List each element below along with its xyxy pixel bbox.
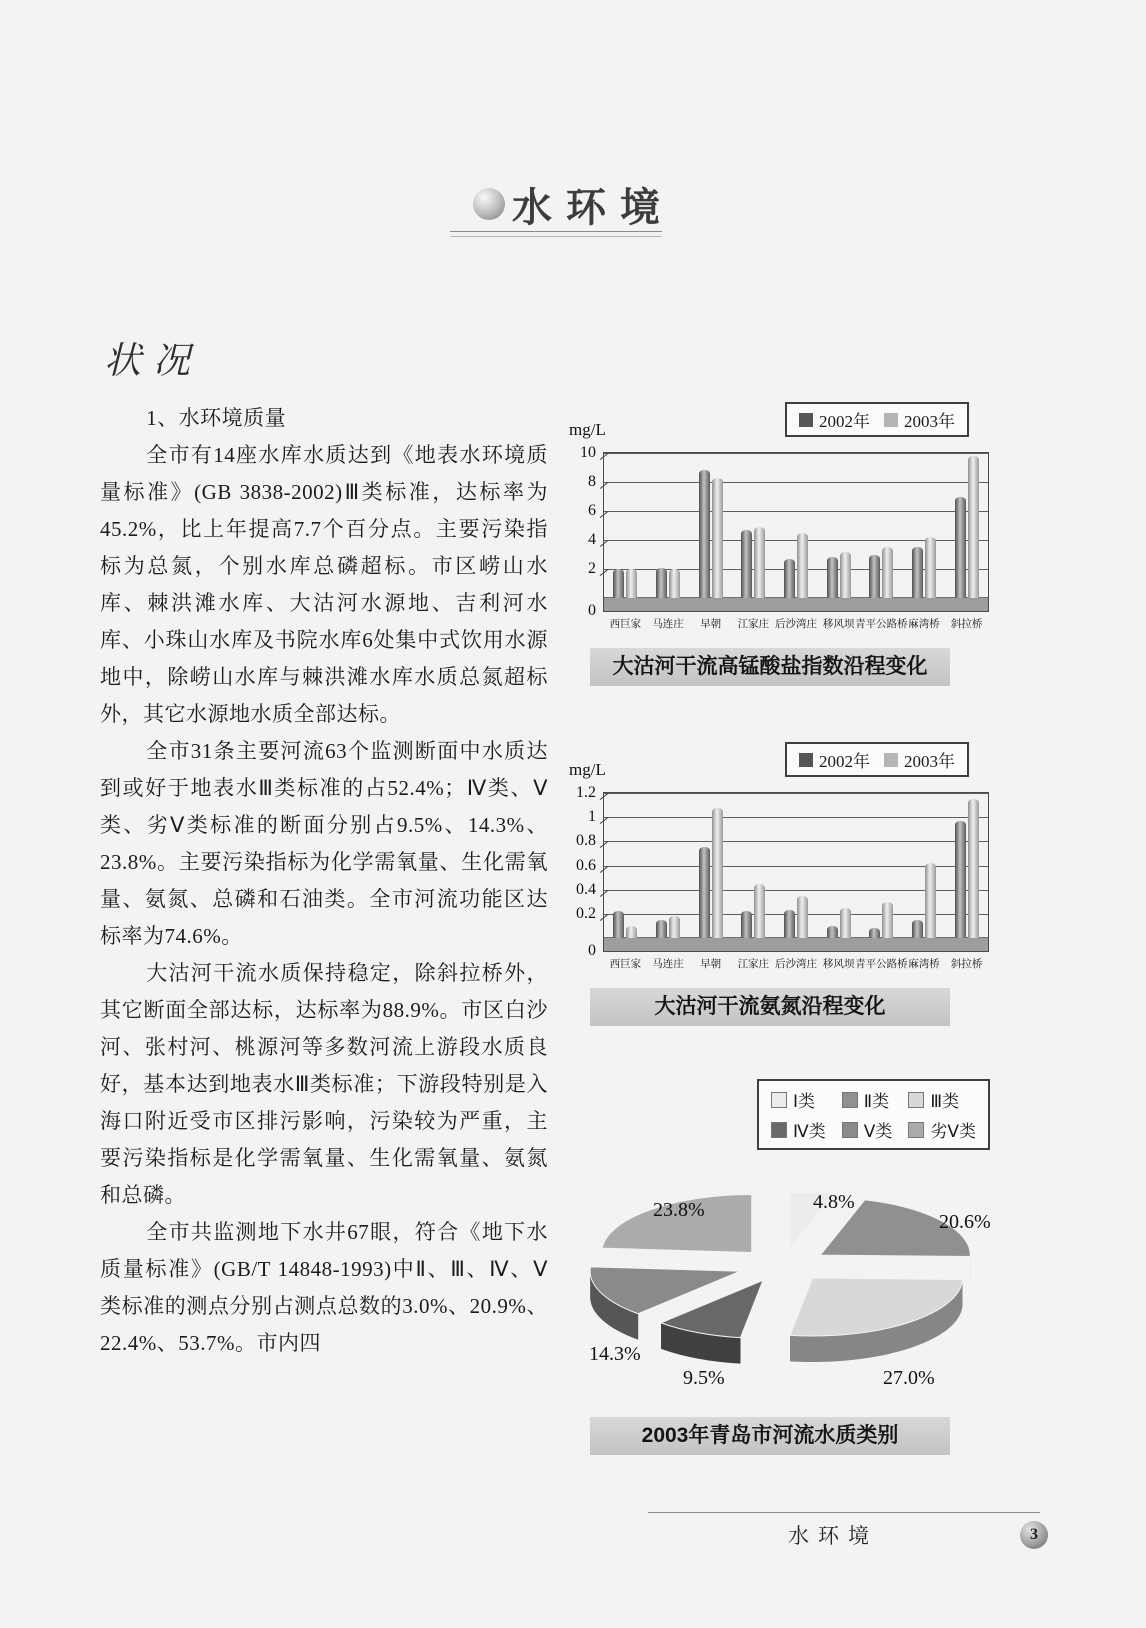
legend-swatch-2003 — [884, 753, 898, 767]
bar-2003年 — [840, 908, 851, 938]
gridline — [604, 453, 988, 454]
y-tick-mark — [600, 817, 608, 824]
pie-legend-label: Ⅴ类 — [863, 1122, 893, 1141]
footer-section-label: 水环境 — [788, 1524, 878, 1548]
legend-label: 2003年 — [904, 412, 955, 431]
legend-swatch-2002 — [799, 753, 813, 767]
gridline — [604, 793, 988, 794]
pie-legend-item — [908, 1087, 976, 1112]
pie-legend-label: 劣Ⅴ类 — [930, 1122, 976, 1141]
y-tick-mark — [600, 890, 608, 897]
y-axis-unit: mg/L — [569, 760, 606, 779]
category-label: 麻湾桥 — [908, 959, 940, 970]
bar-2002年 — [784, 559, 795, 598]
legend-swatch-2003 — [884, 413, 898, 427]
y-tick-mark — [600, 540, 608, 547]
bar-2002年 — [912, 920, 923, 938]
category-label: 江家庄 — [737, 619, 770, 630]
category-label: 青平公路桥 — [855, 959, 908, 970]
y-tick-mark — [600, 793, 608, 800]
bar-2003年 — [754, 884, 765, 938]
legend-label: 2002年 — [819, 412, 870, 431]
pie-legend-item — [908, 1117, 976, 1142]
bar-2002年 — [699, 470, 710, 598]
gridline — [604, 511, 988, 512]
pie-legend-swatch — [771, 1092, 787, 1108]
category-label: 后沙湾庄 — [775, 619, 817, 630]
body-paragraph: 全市有14座水库水质达到《地表水环境质量标准》(GB 3838-2002)Ⅲ类标准，达标率为45.2%，比上年提高7.7个百分点。主要污染指标为总氮，个别水库总磷超标。市区崂山水库、棘洪滩水库、大沽河水源地、吉利河水库、小珠山水库及书院水库6处集中式饮用水源地中，除崂山水库与棘洪滩水库水质总氮超标外，其它水源地水质全部达标。 — [100, 443, 548, 726]
legend-item — [799, 747, 870, 772]
pie-value-label: 23.8% — [653, 1199, 705, 1221]
y-tick-mark — [600, 914, 608, 921]
plot-floor — [604, 597, 988, 611]
pie-legend-label: Ⅱ类 — [863, 1092, 890, 1111]
bar-2002年 — [656, 920, 667, 938]
bar-2002年 — [869, 928, 880, 938]
category-label: 马连庄 — [652, 619, 684, 630]
y-tick-mark — [600, 569, 608, 576]
y-tick-label: 6 — [588, 502, 596, 519]
pie-legend-swatch — [908, 1122, 924, 1138]
category-label: 后沙湾庄 — [775, 959, 817, 970]
section-heading: 状况 — [104, 341, 202, 382]
bar-2003年 — [925, 537, 936, 598]
y-tick-mark — [600, 511, 608, 518]
plot-floor — [604, 937, 988, 951]
pie-legend-swatch — [842, 1092, 858, 1108]
bar-2002年 — [741, 530, 752, 598]
pie-legend-label: Ⅰ类 — [793, 1092, 816, 1111]
bar-2003年 — [797, 896, 808, 938]
category-label: 江家庄 — [737, 959, 770, 970]
category-label: 西巨家 — [609, 619, 642, 630]
y-tick-label: 1.2 — [576, 784, 596, 801]
bar-2003年 — [925, 863, 936, 938]
body-paragraph: 大沽河干流水质保持稳定，除斜拉桥外，其它断面全部达标，达标率为88.9%。市区白沙河、张村河、桃源河等多数河流上游段水质良好，基本达到地表水Ⅲ类标准；下游段特别是入海口附近受市区排污影响，污染较为严重，主要污染指标是化学需氧量、生化需氧量、氨氮和总磷。 — [100, 961, 548, 1207]
chart-legend — [785, 742, 969, 777]
legend-item — [799, 407, 870, 432]
bar-2002年 — [912, 547, 923, 598]
category-label: 马连庄 — [652, 959, 684, 970]
y-axis-unit: mg/L — [569, 420, 606, 439]
y-tick-label: 8 — [588, 473, 596, 490]
page-title: 水环境 — [512, 186, 674, 230]
category-label: 西巨家 — [609, 959, 642, 970]
y-tick-label: 10 — [580, 444, 596, 461]
bar-2003年 — [968, 456, 979, 598]
pie-legend-swatch — [908, 1092, 924, 1108]
y-tick-mark — [600, 841, 608, 848]
category-label: 早朝 — [700, 959, 722, 970]
legend-label: 2003年 — [904, 752, 955, 771]
chart-title: 大沽河干流氨氮沿程变化 — [590, 988, 950, 1026]
chart-title: 2003年青岛市河流水质类别 — [590, 1417, 950, 1455]
page-number-badge: 3 — [1020, 1521, 1048, 1549]
pie-legend-label: Ⅳ类 — [793, 1122, 826, 1141]
pie-legend-item — [842, 1117, 893, 1142]
body-paragraph: 全市共监测地下水井67眼，符合《地下水质量标准》(GB/T 14848-1993)中Ⅱ、Ⅲ、Ⅳ、Ⅴ类标准的测点分别占测点总数的3.0%、20.9%、22.4%、53.7%。市内四 — [100, 1220, 548, 1355]
y-tick-label: 2 — [588, 560, 596, 577]
pie-value-label: 27.0% — [883, 1367, 935, 1389]
bar-2002年 — [784, 910, 795, 938]
pie-value-label: 9.5% — [683, 1367, 725, 1389]
bar-2002年 — [699, 847, 710, 938]
footer-rule — [648, 1512, 1040, 1513]
pie-legend-item — [771, 1117, 826, 1142]
category-label: 斜拉桥 — [950, 959, 983, 970]
bar-2002年 — [613, 569, 624, 598]
y-tick-mark — [600, 482, 608, 489]
bar-2002年 — [955, 821, 966, 938]
category-label: 移风坝 — [822, 959, 855, 970]
bar-2003年 — [669, 916, 680, 938]
gridline — [604, 817, 988, 818]
y-tick-mark — [600, 453, 608, 460]
bar-plot-area — [576, 784, 989, 970]
category-label: 麻湾桥 — [908, 619, 940, 630]
bar-2003年 — [882, 902, 893, 938]
body-paragraph: 全市31条主要河流63个监测断面中水质达到或好于地表水Ⅲ类标准的占52.4%；Ⅳ类、Ⅴ类、劣Ⅴ类标准的断面分别占9.5%、14.3%、23.8%。主要污染指标为化学需氧量、生化需氧量、氨氮、总磷和石油类。全市河流功能区达标率为74.6%。 — [100, 739, 548, 948]
bar-2002年 — [613, 911, 624, 938]
gridline — [604, 482, 988, 483]
category-label: 移风坝 — [822, 619, 855, 630]
pie-legend-label: Ⅲ类 — [930, 1092, 960, 1111]
bar-2003年 — [797, 533, 808, 598]
bar-2002年 — [827, 557, 838, 598]
legend-label: 2002年 — [819, 752, 870, 771]
category-label: 青平公路桥 — [855, 619, 908, 630]
legend-item — [884, 407, 955, 432]
bar-2003年 — [712, 808, 723, 939]
pie-value-label: 14.3% — [589, 1343, 641, 1365]
y-tick-label: 0 — [588, 942, 596, 959]
pie-legend-item — [842, 1087, 893, 1112]
category-label: 斜拉桥 — [950, 619, 983, 630]
bar-chart-permanganate — [565, 398, 995, 698]
pie-chart-water-quality — [565, 1075, 995, 1485]
bar-2002年 — [827, 926, 838, 938]
y-tick-label: 4 — [588, 531, 596, 548]
y-tick-label: 0.8 — [576, 832, 596, 850]
bar-2003年 — [882, 547, 893, 598]
bar-2003年 — [754, 527, 765, 598]
bar-2003年 — [840, 552, 851, 598]
pie-value-label: 20.6% — [939, 1211, 991, 1233]
y-tick-label: 0.2 — [576, 904, 596, 922]
bar-2003年 — [968, 799, 979, 938]
sphere-icon — [473, 188, 505, 220]
bar-plot-area — [580, 444, 989, 630]
chart-legend — [785, 402, 969, 437]
bar-2003年 — [712, 478, 723, 598]
pie-value-label: 4.8% — [813, 1191, 855, 1213]
pie-legend — [757, 1079, 990, 1150]
y-tick-mark — [600, 866, 608, 873]
pie-legend-swatch — [842, 1122, 858, 1138]
legend-item — [884, 747, 955, 772]
y-tick-label: 1 — [588, 808, 596, 826]
body-subheading: 1、水环境质量 — [146, 406, 287, 430]
y-tick-label: 0.4 — [576, 880, 596, 898]
bar-2002年 — [741, 911, 752, 938]
legend-swatch-2002 — [799, 413, 813, 427]
pie-legend-swatch — [771, 1122, 787, 1138]
category-label: 早朝 — [700, 619, 722, 630]
body-text — [100, 400, 548, 1362]
bar-2003年 — [626, 926, 637, 938]
y-tick-label: 0 — [588, 602, 596, 619]
bar-chart-ammonia — [565, 738, 995, 1038]
gridline — [604, 841, 988, 842]
y-tick-label: 0.6 — [576, 856, 596, 874]
bar-2003年 — [669, 569, 680, 598]
pie-legend-item — [771, 1087, 826, 1112]
bar-2003年 — [626, 569, 637, 598]
bar-2002年 — [955, 497, 966, 599]
title-underline — [450, 231, 662, 237]
chart-title: 大沽河干流高锰酸盐指数沿程变化 — [590, 648, 950, 686]
bar-2002年 — [869, 555, 880, 599]
bar-2002年 — [656, 568, 667, 598]
